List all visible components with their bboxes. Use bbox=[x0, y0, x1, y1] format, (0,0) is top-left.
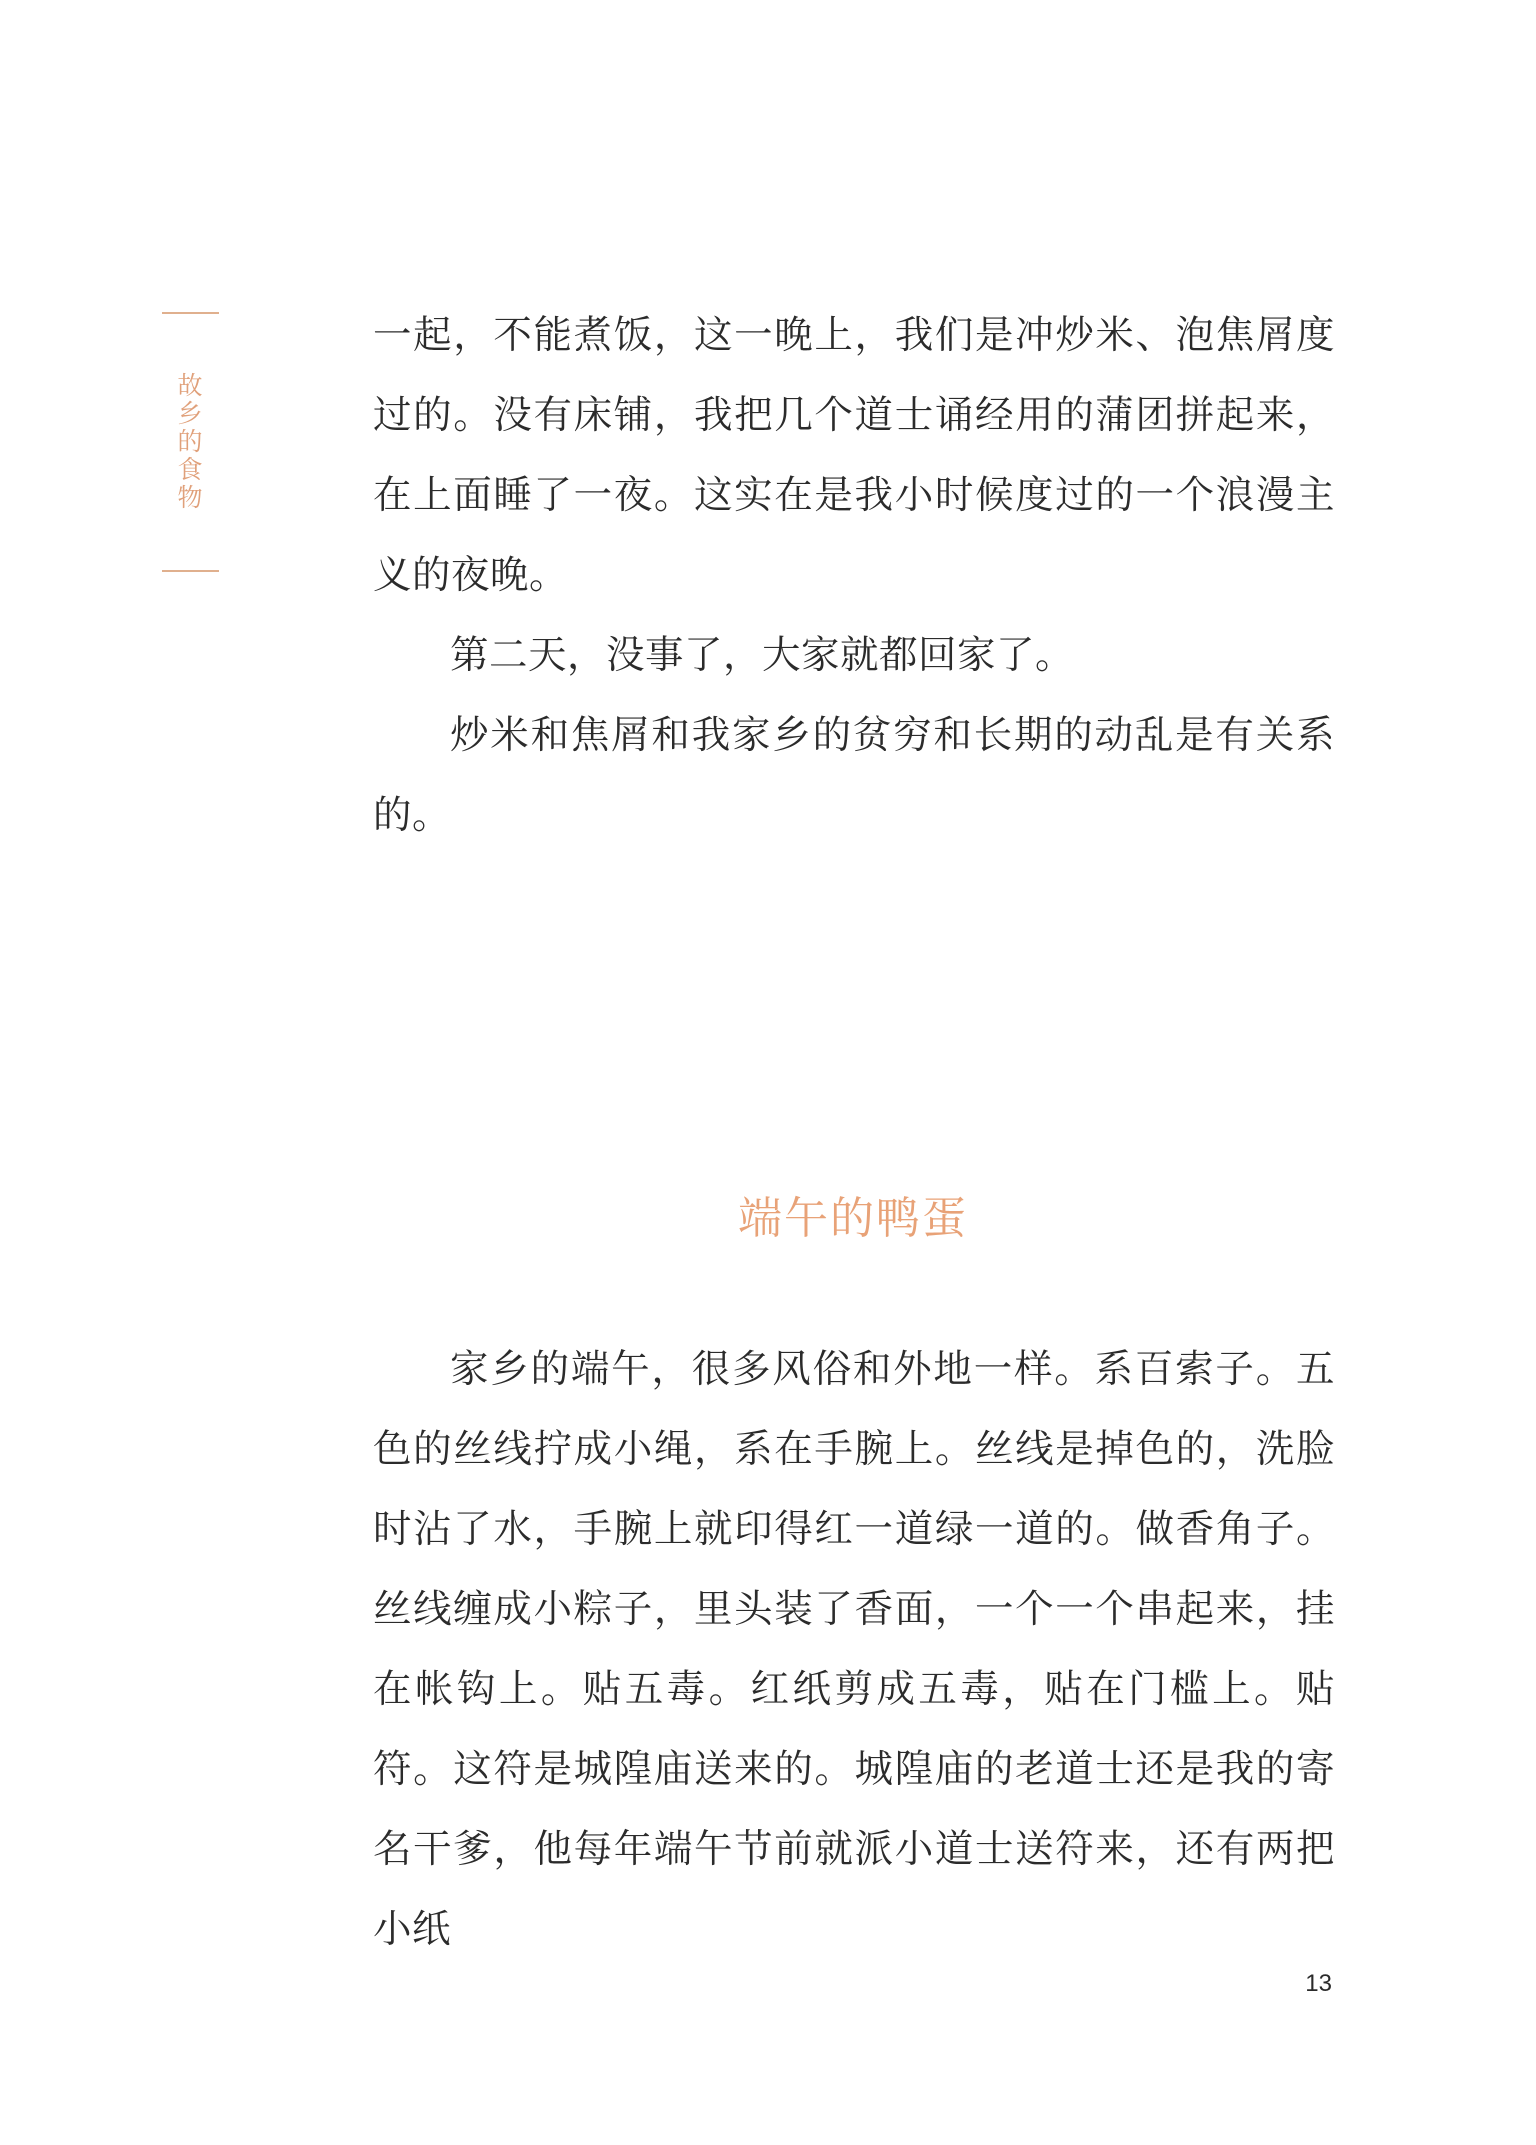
page-number: 13 bbox=[1305, 1970, 1332, 1997]
body-text-section-two bbox=[373, 1330, 1335, 1970]
sidebar-bottom-rule bbox=[162, 570, 219, 572]
paragraph: 家乡的端午，很多风俗和外地一样。系百索子。五色的丝线拧成小绳，系在手腕上。丝线是掉色的，洗脸时沾了水，手腕上就印得红一道绿一道的。做香角子。丝线缠成小粽子，里头装了香面，一个一个串起来，挂在帐钩上。贴五毒。红纸剪成五毒，贴在门槛上。贴符。这符是城隍庙送来的。城隍庙的老道士还是我的寄名干爹，他每年端午节前就派小道士送符来，还有两把小纸 bbox=[373, 1347, 1335, 1952]
paragraph: 炒米和焦屑和我家乡的贫穷和长期的动乱是有关系的。 bbox=[373, 713, 1335, 838]
sidebar-top-rule bbox=[162, 312, 219, 314]
paragraph: 第二天，没事了，大家就都回家了。 bbox=[450, 633, 1075, 678]
body-text-section-one bbox=[373, 296, 1335, 856]
paragraph: 一起，不能煮饭，这一晚上，我们是冲炒米、泡焦屑度过的。没有床铺，我把几个道士诵经用的蒲团拼起来，在上面睡了一夜。这实在是我小时候度过的一个浪漫主义的夜晚。 bbox=[373, 313, 1335, 598]
section-heading: 端午的鸭蛋 bbox=[738, 1193, 968, 1244]
running-title: 故乡的食物 bbox=[174, 372, 203, 512]
